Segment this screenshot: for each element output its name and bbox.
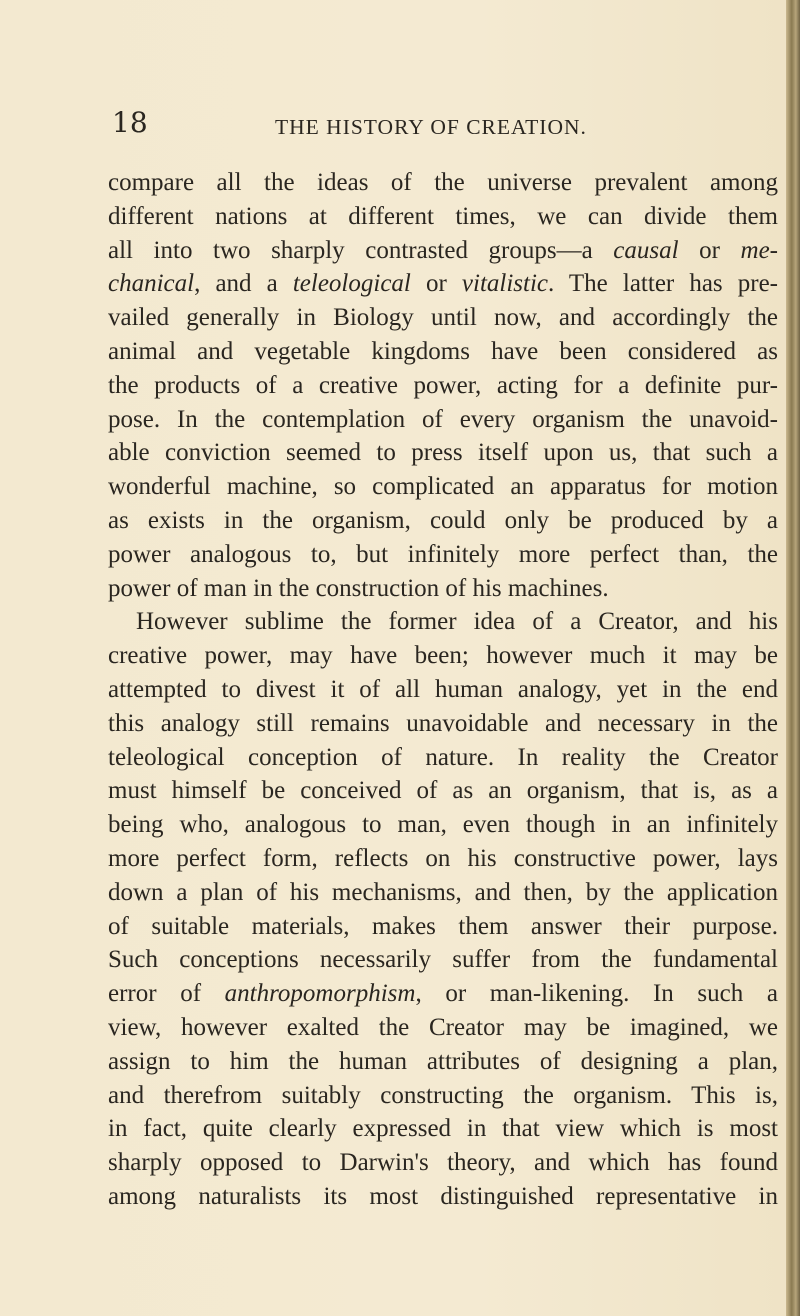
running-head: THE HISTORY OF CREATION.: [275, 115, 587, 139]
italic-term: causal: [613, 236, 679, 264]
text-line: all into two sharply contrasted groups—a causal or me-: [108, 236, 778, 264]
text-line: in fact, quite clearly expressed in that view which is most: [108, 1115, 778, 1143]
italic-term: anthropomorphism: [224, 980, 416, 1008]
text-line: down a plan of his mechanisms, and then, by the application: [108, 878, 778, 906]
text-line: as exists in the organism, could only be produced by a: [108, 506, 778, 534]
text-line: teleological conception of nature. In reality the Creator: [108, 743, 778, 771]
italic-term: chanical: [108, 270, 195, 298]
text-line: However sublime the former idea of a Creator, and his: [136, 608, 778, 636]
text-line: attempted to divest it of all human analogy, yet in the end: [108, 675, 778, 703]
text-line: being who, analogous to man, even though in an infinitely: [108, 811, 778, 839]
body-text: [108, 166, 778, 1214]
text-line: creative power, may have been; however much it may be: [108, 642, 778, 670]
text-line: Such conceptions necessarily suffer from the fundamental: [108, 946, 778, 974]
text-line: this analogy still remains unavoidable and necessary in the: [108, 709, 778, 737]
page-header: [108, 106, 728, 146]
text-line: the products of a creative power, acting for a definite pur-: [108, 371, 778, 399]
text-line: sharply opposed to Darwin's theory, and which has found: [108, 1149, 778, 1177]
text-line: more perfect form, reflects on his constructive power, lays: [108, 844, 778, 872]
text-line: different nations at different times, we can divide them: [108, 202, 778, 230]
book-spine-edge: [786, 0, 800, 1316]
text-line: assign to him the human attributes of designing a plan,: [108, 1047, 778, 1075]
text-line: vailed generally in Biology until now, and accordingly the: [108, 304, 778, 332]
text-line: of suitable materials, makes them answer their purpose.: [108, 912, 778, 940]
page-number: 18: [112, 106, 148, 139]
text-line: power analogous to, but infinitely more perfect than, the: [108, 540, 778, 568]
text-line: power of man in the construction of his machines.: [108, 574, 609, 602]
text-line: pose. In the contemplation of every organism the unavoid-: [108, 405, 778, 433]
italic-term: teleological: [292, 270, 411, 298]
text-line: error of anthropomorphism, or man-likening. In such a: [108, 980, 778, 1008]
text-line: wonderful machine, so complicated an apparatus for motion: [108, 473, 778, 501]
text-line: compare all the ideas of the universe prevalent among: [108, 169, 778, 196]
text-line: and therefrom suitably constructing the organism. This is,: [108, 1081, 778, 1109]
text-line: animal and vegetable kingdoms have been considered as: [108, 337, 778, 365]
text-line: among naturalists its most distinguished representative in: [108, 1182, 778, 1210]
text-line: view, however exalted the Creator may be imagined, we: [108, 1013, 778, 1041]
text-line: chanical, and a teleological or vitalistic. The latter has pre-: [108, 270, 779, 298]
italic-term: me-: [740, 236, 778, 264]
italic-term: vitalistic: [461, 270, 549, 298]
text-line: able conviction seemed to press itself upon us, that such a: [108, 439, 778, 467]
text-line: must himself be conceived of as an organism, that is, as a: [108, 777, 778, 805]
